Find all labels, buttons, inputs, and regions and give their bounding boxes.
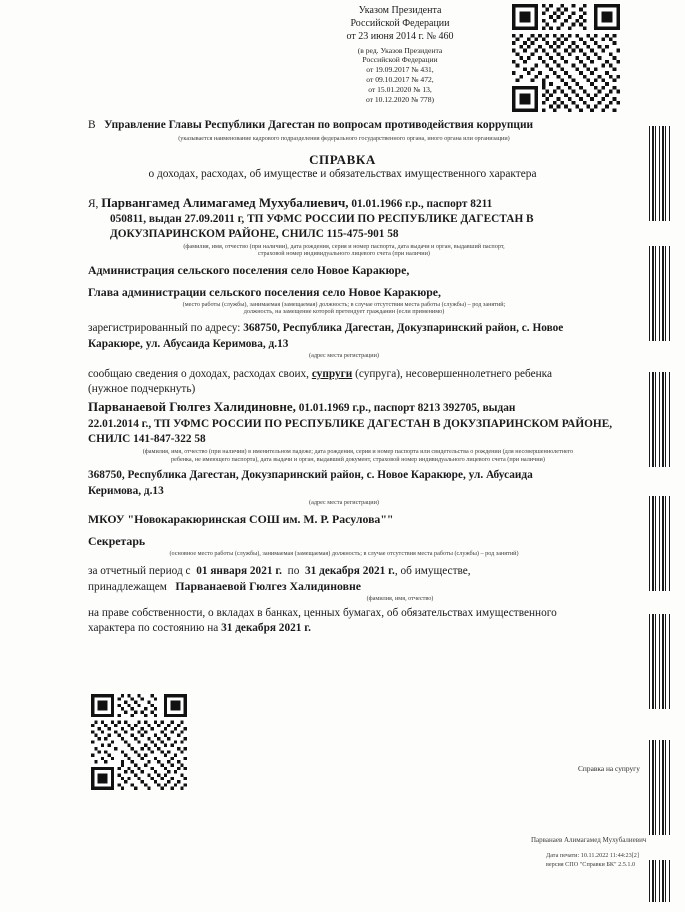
spouse-workplace: МКОУ "Новокаракюринская СОШ им. М. Р. Расулова"" xyxy=(88,512,394,526)
spouse-caption-1: (фамилия, имя, отчество (при наличии) в именительном падеже; дата рождения, серия и номер паспорта или свидетельства о рождении (для несовершеннолетнего xyxy=(142,448,574,455)
final-line-1: на праве собственности, о вкладах в банках, ценных бумагах, об обязательствах имущественного xyxy=(88,607,557,619)
spouse-position: Секретарь xyxy=(88,534,146,548)
registration-value-2: Каракюре, ул. Абусаида Керимова, д.13 xyxy=(88,338,289,350)
barcode-strip-4 xyxy=(649,496,671,591)
spouse-work-caption: (основное место работы (службы), занимаемая (замещаемая) должность; в случае отсутствия места работы (службы) – род занятий) xyxy=(169,550,519,557)
addressee-prefix: В xyxy=(88,119,96,131)
decree-line-6: от 19.09.2017 № 431, xyxy=(366,65,434,75)
spouse-passport-line2: 22.01.2014 г., ТП УФМС РОССИИ ПО РЕСПУБЛИКЕ ДАГЕСТАН В ДОКУЗПАРИНСКОМ РАЙОНЕ, xyxy=(88,418,613,430)
final-line-2 xyxy=(88,620,648,636)
report-hint: (нужное подчеркнуть) xyxy=(88,383,196,395)
declarant-passport-line2: 050811, выдан 27.09.2011 г, ТП УФМС РОССИИ ПО РЕСПУБЛИКЕ ДАГЕСТАН В xyxy=(110,213,534,225)
print-meta xyxy=(546,851,639,870)
final-line-2-text: характера по состоянию на xyxy=(88,622,222,634)
software-version: версия СПО "Справки БК" 2.5.1.0 xyxy=(546,861,636,869)
declarant-caption-2: страховой номер индивидуального лицевого счета (при наличии) xyxy=(258,250,430,257)
print-date: Дата печати: 10.11.2022 11:44:23[2] xyxy=(546,852,639,859)
work-organization: Администрация сельского поселения село Новое Каракюре, xyxy=(88,263,410,277)
period-date-to: 31 декабря 2021 г. xyxy=(305,565,395,577)
period-owner-value: Парванаевой Гюлгез Халидиновне xyxy=(175,579,362,593)
period-prefix: за отчетный период с xyxy=(88,565,191,577)
barcode-strip-7 xyxy=(649,860,671,902)
report-text-a: сообщаю сведения о доходах, расходах своих, xyxy=(88,368,312,380)
declarant-birth-passport: 01.01.1966 г.р., паспорт 8211 xyxy=(351,198,493,210)
decree-line-9: от 10.12.2020 № 778) xyxy=(365,94,435,104)
work-position: Глава администрации сельского поселения село Новое Каракюре, xyxy=(88,285,441,299)
work-caption-2: должность, на замещение которой претендует гражданин (если применимо) xyxy=(243,308,445,315)
decree-line-8: от 15.01.2020 № 13, xyxy=(368,85,432,94)
decree-line-2: Российской Федерации xyxy=(350,18,450,30)
declarant-fio: Парвангамед Алимагамед Мухубалиевич, xyxy=(101,195,349,210)
period-suffix: , об имуществе, xyxy=(394,565,471,577)
final-date: 31 декабря 2021 г. xyxy=(221,622,311,634)
spouse-birth-passport: 01.01.1969 г.р., паспорт 8213 392705, выдан xyxy=(298,402,516,414)
work-caption-1: (место работы (службы), занимаемая (замещаемая) должность; в случае отсутствия места работы (службы) – род занятий; xyxy=(182,301,506,308)
barcode-strip-5 xyxy=(649,614,671,709)
spouse-address-line1: 368750, Республика Дагестан, Докузпаринский район, с. Новое Каракюре, ул. Абусаида xyxy=(88,469,533,481)
barcode-strip-3 xyxy=(649,372,671,467)
declarant-caption-1: (фамилия, имя, отчество (при наличии), дата рождения, серия и номер паспорта, дата выдачи и орган, выдавший паспорт, xyxy=(183,243,505,250)
period-owner-caption: (фамилия, имя, отчество) xyxy=(366,595,434,602)
decree-reference xyxy=(300,4,500,105)
declarant-block xyxy=(88,194,608,212)
spouse-address-caption: (адрес места регистрации) xyxy=(309,499,379,506)
report-text-b: (супруга), несовершеннолетнего ребенка xyxy=(352,368,552,380)
registration-caption: (адрес места регистрации) xyxy=(309,352,379,359)
spouse-snils: СНИЛС 141-847-322 58 xyxy=(88,433,206,445)
qr-code-bottom xyxy=(90,694,188,790)
period-mid: по xyxy=(287,565,300,577)
decree-line-5: Российской Федерации xyxy=(362,55,438,65)
page-subtitle: о доходах, расходах, об имуществе и обязательствах имущественного характера xyxy=(148,168,537,180)
report-line xyxy=(88,366,648,382)
addressee-line xyxy=(88,119,600,131)
qr-code-top xyxy=(511,4,621,112)
decree-line-4: (в ред. Указов Президента xyxy=(357,45,443,55)
spouse-block xyxy=(88,398,648,416)
period-line-2 xyxy=(88,578,648,595)
registration-value-1: 368750, Республика Дагестан, Докузпаринский район, с. Новое xyxy=(243,322,564,334)
declarant-passport-line3: ДОКУЗПАРИНСКОМ РАЙОНЕ, СНИЛС 115-475-901 58 xyxy=(110,228,399,240)
period-line-1 xyxy=(88,563,648,579)
barcode-strip-6 xyxy=(649,740,671,835)
decree-line-3: от 23 июня 2014 г. № 460 xyxy=(346,31,454,43)
period-owner-label: принадлежащем xyxy=(88,581,167,593)
page-title: СПРАВКА xyxy=(309,152,376,167)
addressee-value: Управление Главы Республики Дагестан по вопросам противодействия коррупции xyxy=(104,119,534,131)
decree-line-1: Указом Президента xyxy=(358,5,442,16)
registration-label: зарегистрированный по адресу: xyxy=(88,322,241,334)
footer-note: Справка на супругу xyxy=(578,764,640,773)
report-underlined: супруги xyxy=(311,368,353,380)
addressee-caption: (указывается наименование кадрового подразделения федерального государственного органа, иного органа или организации) xyxy=(178,135,510,142)
period-date-from: 01 января 2021 г. xyxy=(196,565,283,577)
signer-name: Парванаев Алимагамед Мухубалиевич xyxy=(531,836,647,844)
declarant-ya: Я, xyxy=(88,198,99,210)
spouse-caption-2: ребенка, не имеющего паспорта), дата выдачи и орган, выдавший документ, страховой номер индивидуального лицевого счета (при наличии) xyxy=(171,456,545,463)
spouse-fio: Парванаевой Гюлгез Халидиновне, xyxy=(88,399,296,414)
barcode-strip-2 xyxy=(649,246,671,341)
registration-line xyxy=(88,320,628,336)
spouse-address-line2: Керимова, д.13 xyxy=(88,485,164,497)
decree-line-7: от 09.10.2017 № 472, xyxy=(366,75,434,85)
